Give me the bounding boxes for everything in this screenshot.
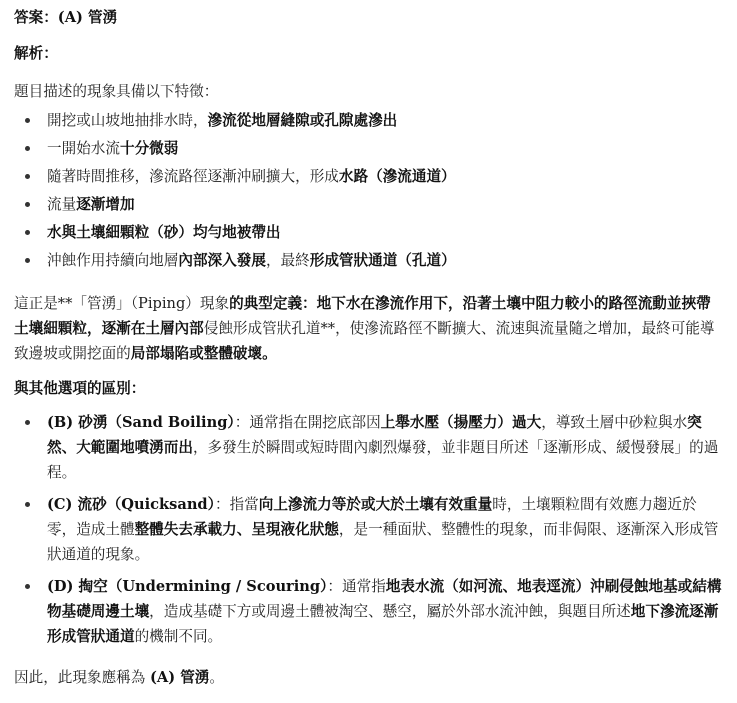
feature-list	[14, 108, 723, 276]
bullet-icon	[25, 174, 30, 179]
bullet-icon	[25, 584, 30, 589]
others-heading: 與其他選項的區別：	[14, 380, 146, 397]
bullet-icon	[25, 258, 30, 263]
list-item: 一開始水流十分微弱	[14, 136, 723, 164]
bullet-icon	[25, 146, 30, 151]
other-options-list	[14, 410, 723, 649]
answer-label: 答案：	[14, 9, 58, 26]
answer-line	[14, 5, 723, 30]
list-item: 流量逐漸增加	[14, 192, 723, 220]
intro-text: 題目描述的現象具備以下特徵：	[14, 83, 219, 100]
analysis-heading	[14, 41, 723, 66]
bullet-icon	[25, 230, 30, 235]
list-item: 水與土壤細顆粒（砂）均勻地被帶出	[14, 220, 723, 248]
summary-paragraph: 這正是**「管湧」（Piping）現象的典型定義：地下水在滲流作用下，沿著土壤中阻力較小的路徑流動並挾帶土壤細顆粒，逐漸在土層內部侵蝕形成管狀孔道**，使滲流路徑不斷擴大、流速與流量隨之增加，最終可能導致邊坡或開挖面的局部塌陷或整體破壞。	[14, 295, 715, 362]
bullet-icon	[25, 502, 30, 507]
analysis-label: 解析：	[14, 45, 58, 62]
list-item: 隨著時間推移，滲流路徑逐漸沖刷擴大，形成水路（滲流通道）	[14, 164, 723, 192]
answer-value: (A) 管湧	[57, 9, 118, 26]
list-item: (B) 砂湧（Sand Boiling）：通常指在開挖底部因上舉水壓（揚壓力）過大，導致土層中砂粒與水突然、大範圍地噴湧而出，多發生於瞬間或短時間內劇烈爆發，並非題目所述「逐漸形成、緩慢發展」的過程。	[14, 410, 723, 485]
conclusion: 因此，此現象應稱為 (A) 管湧。	[14, 669, 224, 686]
list-item: 開挖或山坡地抽排水時，滲流從地層縫隙或孔隙處滲出	[14, 108, 723, 136]
list-item: (C) 流砂（Quicksand）：指當向上滲流力等於或大於土壤有效重量時，土壤顆粒間有效應力趨近於零，造成土體整體失去承載力、呈現液化狀態，是一種面狀、整體性的現象，而非侷限、逐漸深入形成管狀通道的現象。	[14, 492, 723, 567]
list-item: 沖蝕作用持續向地層內部深入發展，最終形成管狀通道（孔道）	[14, 248, 723, 276]
list-item: (D) 掏空（Undermining / Scouring）：通常指地表水流（如河流、地表逕流）沖刷侵蝕地基或結構物基礎周邊土壤，造成基礎下方或周邊土體被淘空、懸空，屬於外部水流沖蝕，與題目所述地下滲流逐漸形成管狀通道的機制不同。	[14, 574, 723, 649]
bullet-icon	[25, 420, 30, 425]
bullet-icon	[25, 202, 30, 207]
bullet-icon	[25, 118, 30, 123]
